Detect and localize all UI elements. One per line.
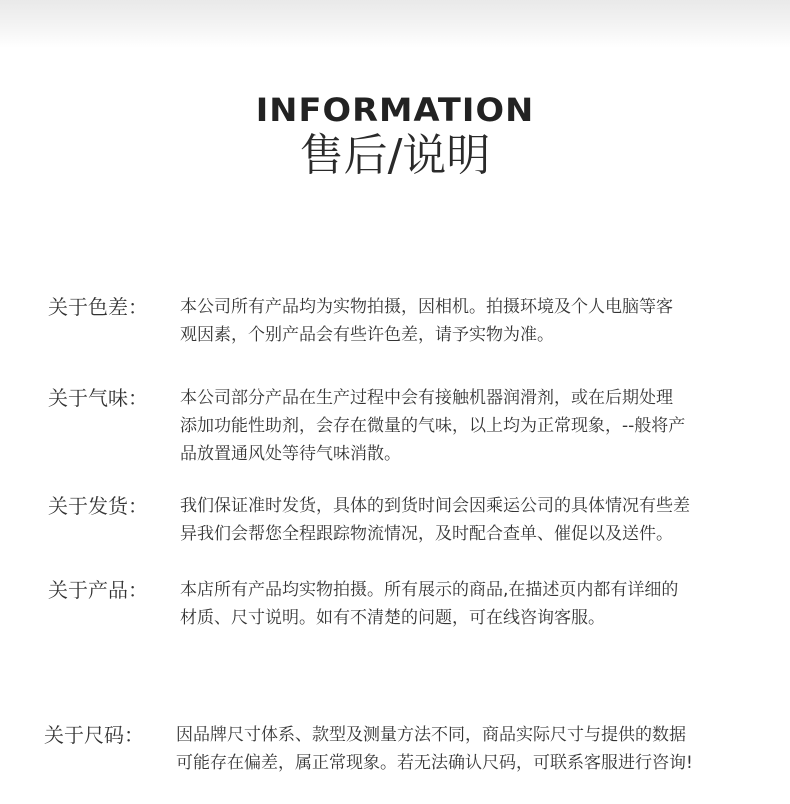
section-text bbox=[180, 492, 740, 548]
section-text bbox=[176, 721, 756, 777]
section-text-line: 因品牌尺寸体系、款型及测量方法不同，商品实际尺寸与提供的数据 bbox=[176, 725, 686, 745]
section-text-line: 品放置通风处等待气味消散。 bbox=[180, 444, 401, 464]
section-label: 关于尺码： bbox=[44, 723, 144, 747]
section-text-line: 材质、尺寸说明。如有不清楚的问题，可在线咨询客服。 bbox=[180, 608, 605, 628]
section-label: 关于气味： bbox=[48, 386, 148, 410]
top-shadow-band bbox=[0, 0, 790, 48]
section-text bbox=[180, 384, 740, 468]
section-text-line: 本公司部分产品在生产过程中会有接触机器润滑剂，或在后期处理 bbox=[180, 388, 673, 408]
section-text bbox=[180, 576, 740, 632]
section-label: 关于色差： bbox=[48, 295, 148, 319]
title-chinese: 售后/说明 bbox=[299, 130, 491, 181]
page-header bbox=[0, 90, 790, 182]
section-text-line: 可能存在偏差，属正常现象。若无法确认尺码，可联系客服进行咨询! bbox=[176, 753, 693, 773]
section-label: 关于发货： bbox=[48, 494, 148, 518]
section-text-line: 添加功能性助剂，会存在微量的气味，以上均为正常现象，--般将产 bbox=[180, 416, 686, 436]
section-text-line: 异我们会帮您全程跟踪物流情况，及时配合查单、催促以及送件。 bbox=[180, 524, 673, 544]
section-text-line: 观因素，个别产品会有些许色差，请予实物为准。 bbox=[180, 325, 554, 345]
section-label: 关于产品： bbox=[48, 578, 148, 602]
section-text-line: 本店所有产品均实物拍摄。所有展示的商品,在描述页内都有详细的 bbox=[180, 580, 679, 600]
section-text-line: 我们保证准时发货，具体的到货时间会因乘运公司的具体情况有些差 bbox=[180, 496, 690, 516]
section-text bbox=[180, 293, 740, 349]
title-english: INFORMATION bbox=[255, 91, 535, 129]
section-text-line: 本公司所有产品均为实物拍摄，因相机。拍摄环境及个人电脑等客 bbox=[180, 297, 673, 317]
